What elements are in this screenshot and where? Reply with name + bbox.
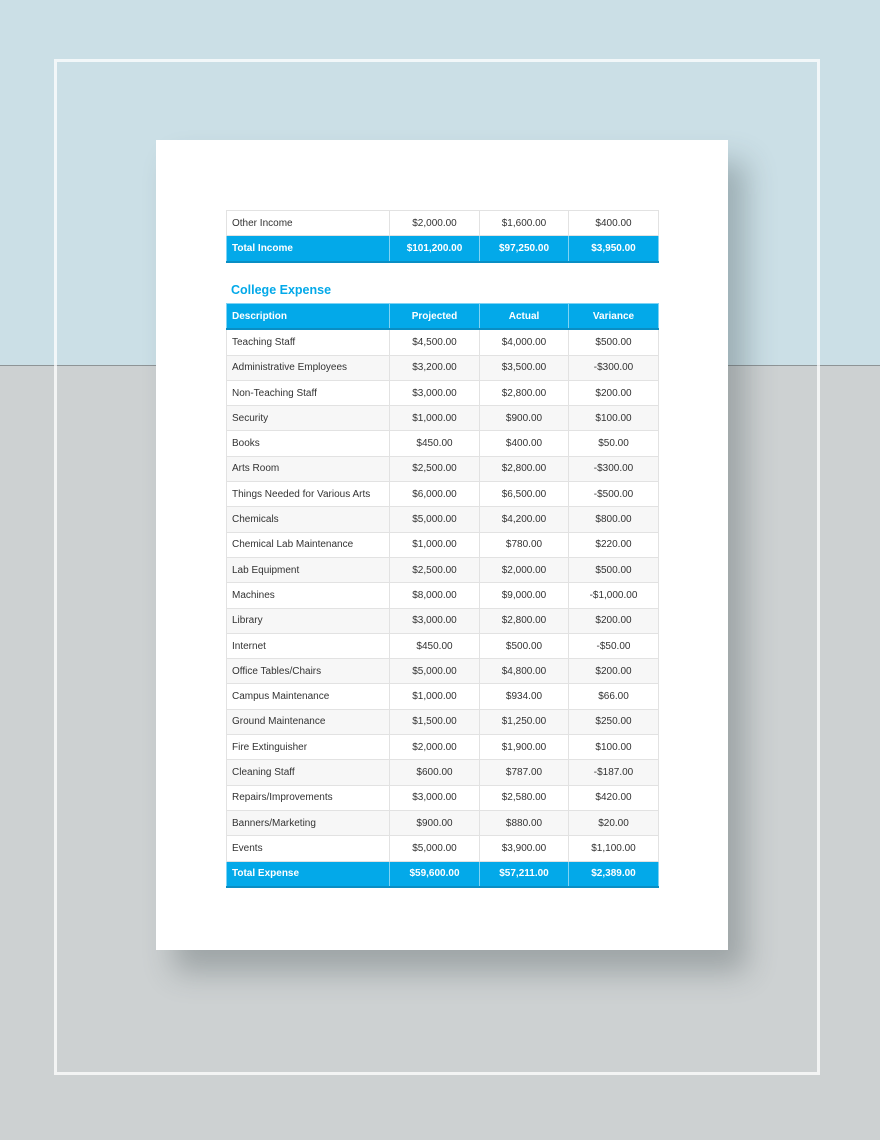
expense-projected-cell: $5,000.00 bbox=[390, 659, 480, 684]
total-income-variance: $3,950.00 bbox=[569, 236, 659, 262]
expense-actual-cell: $787.00 bbox=[480, 760, 569, 785]
total-expense-description-cell: Total Expense bbox=[227, 861, 390, 887]
expense-description-cell: Cleaning Staff bbox=[227, 760, 390, 785]
expense-actual-cell: $900.00 bbox=[480, 406, 569, 431]
expense-variance-cell: -$500.00 bbox=[569, 482, 659, 507]
table-row bbox=[227, 380, 659, 405]
income-table-body bbox=[227, 211, 659, 262]
expense-actual-cell: $3,900.00 bbox=[480, 836, 569, 861]
table-row bbox=[227, 507, 659, 532]
table-row bbox=[227, 735, 659, 760]
income-table bbox=[226, 210, 659, 263]
expense-projected-cell: $6,000.00 bbox=[390, 482, 480, 507]
column-header-description: Description bbox=[227, 304, 390, 330]
expense-projected-cell: $3,200.00 bbox=[390, 355, 480, 380]
income-variance-cell: $400.00 bbox=[569, 211, 659, 236]
expense-projected-cell: $5,000.00 bbox=[390, 836, 480, 861]
table-row bbox=[227, 456, 659, 481]
expense-table bbox=[226, 303, 659, 888]
expense-description-cell: Chemical Lab Maintenance bbox=[227, 532, 390, 557]
income-actual-cell: $1,600.00 bbox=[480, 211, 569, 236]
expense-projected-cell: $2,500.00 bbox=[390, 456, 480, 481]
expense-projected-cell: $1,500.00 bbox=[390, 709, 480, 734]
expense-projected-cell: $1,000.00 bbox=[390, 532, 480, 557]
expense-actual-cell: $3,500.00 bbox=[480, 355, 569, 380]
column-header-variance: Variance bbox=[569, 304, 659, 330]
expense-variance-cell: $20.00 bbox=[569, 810, 659, 835]
expense-variance-cell: $500.00 bbox=[569, 557, 659, 582]
expense-actual-cell: $2,580.00 bbox=[480, 785, 569, 810]
table-row bbox=[227, 532, 659, 557]
table-row bbox=[227, 684, 659, 709]
expense-actual-cell: $4,800.00 bbox=[480, 659, 569, 684]
column-header-actual: Actual bbox=[480, 304, 569, 330]
expense-variance-cell: -$300.00 bbox=[569, 456, 659, 481]
expense-description-cell: Machines bbox=[227, 583, 390, 608]
expense-variance-cell: $220.00 bbox=[569, 532, 659, 557]
expense-actual-cell: $2,800.00 bbox=[480, 380, 569, 405]
table-row bbox=[227, 836, 659, 861]
expense-projected-cell: $4,500.00 bbox=[390, 329, 480, 355]
expense-description-cell: Events bbox=[227, 836, 390, 861]
expense-description-cell: Teaching Staff bbox=[227, 329, 390, 355]
expense-actual-cell: $4,200.00 bbox=[480, 507, 569, 532]
expense-description-cell: Fire Extinguisher bbox=[227, 735, 390, 760]
expense-description-cell: Campus Maintenance bbox=[227, 684, 390, 709]
table-row bbox=[227, 583, 659, 608]
section-title-college-expense: College Expense bbox=[231, 283, 332, 297]
expense-projected-cell: $3,000.00 bbox=[390, 785, 480, 810]
total-expense-row bbox=[227, 861, 659, 887]
income-projected-cell: $2,000.00 bbox=[390, 211, 480, 236]
expense-table-body bbox=[227, 304, 659, 887]
expense-projected-cell: $2,000.00 bbox=[390, 735, 480, 760]
table-row bbox=[227, 557, 659, 582]
total-expense-variance-cell: $2,389.00 bbox=[569, 861, 659, 887]
expense-actual-cell: $500.00 bbox=[480, 633, 569, 658]
expense-variance-cell: $800.00 bbox=[569, 507, 659, 532]
expense-description-cell: Things Needed for Various Arts bbox=[227, 482, 390, 507]
table-row bbox=[227, 785, 659, 810]
expense-projected-cell: $600.00 bbox=[390, 760, 480, 785]
table-row bbox=[227, 659, 659, 684]
table-row bbox=[227, 431, 659, 456]
expense-projected-cell: $2,500.00 bbox=[390, 557, 480, 582]
expense-actual-cell: $780.00 bbox=[480, 532, 569, 557]
table-row bbox=[227, 482, 659, 507]
expense-actual-cell: $6,500.00 bbox=[480, 482, 569, 507]
expense-projected-cell: $3,000.00 bbox=[390, 380, 480, 405]
expense-variance-cell: $200.00 bbox=[569, 608, 659, 633]
expense-variance-cell: $200.00 bbox=[569, 380, 659, 405]
expense-variance-cell: $1,100.00 bbox=[569, 836, 659, 861]
expense-description-cell: Chemicals bbox=[227, 507, 390, 532]
expense-actual-cell: $2,800.00 bbox=[480, 608, 569, 633]
expense-variance-cell: $100.00 bbox=[569, 406, 659, 431]
expense-description-cell: Security bbox=[227, 406, 390, 431]
total-income-row bbox=[227, 236, 659, 262]
total-income-label: Total Income bbox=[227, 236, 390, 262]
expense-description-cell: Arts Room bbox=[227, 456, 390, 481]
expense-variance-cell: $100.00 bbox=[569, 735, 659, 760]
expense-projected-cell: $450.00 bbox=[390, 431, 480, 456]
expense-projected-cell: $1,000.00 bbox=[390, 684, 480, 709]
table-row bbox=[227, 406, 659, 431]
total-income-projected: $101,200.00 bbox=[390, 236, 480, 262]
expense-projected-cell: $900.00 bbox=[390, 810, 480, 835]
table-row bbox=[227, 608, 659, 633]
expense-variance-cell: -$50.00 bbox=[569, 633, 659, 658]
expense-variance-cell: $50.00 bbox=[569, 431, 659, 456]
expense-actual-cell: $9,000.00 bbox=[480, 583, 569, 608]
expense-actual-cell: $2,800.00 bbox=[480, 456, 569, 481]
expense-variance-cell: $250.00 bbox=[569, 709, 659, 734]
table-row bbox=[227, 810, 659, 835]
expense-actual-cell: $934.00 bbox=[480, 684, 569, 709]
expense-projected-cell: $1,000.00 bbox=[390, 406, 480, 431]
table-row bbox=[227, 709, 659, 734]
table-row bbox=[227, 355, 659, 380]
expense-projected-cell: $5,000.00 bbox=[390, 507, 480, 532]
expense-actual-cell: $1,900.00 bbox=[480, 735, 569, 760]
expense-actual-cell: $1,250.00 bbox=[480, 709, 569, 734]
table-row bbox=[227, 329, 659, 355]
total-expense-projected-cell: $59,600.00 bbox=[390, 861, 480, 887]
table-row bbox=[227, 211, 659, 236]
expense-actual-cell: $880.00 bbox=[480, 810, 569, 835]
expense-projected-cell: $450.00 bbox=[390, 633, 480, 658]
table-row bbox=[227, 760, 659, 785]
expense-description-cell: Lab Equipment bbox=[227, 557, 390, 582]
expense-actual-cell: $2,000.00 bbox=[480, 557, 569, 582]
expense-actual-cell: $4,000.00 bbox=[480, 329, 569, 355]
expense-projected-cell: $3,000.00 bbox=[390, 608, 480, 633]
expense-description-cell: Ground Maintenance bbox=[227, 709, 390, 734]
income-description-cell: Other Income bbox=[227, 211, 390, 236]
expense-variance-cell: -$187.00 bbox=[569, 760, 659, 785]
expense-description-cell: Non-Teaching Staff bbox=[227, 380, 390, 405]
expense-variance-cell: $420.00 bbox=[569, 785, 659, 810]
expense-projected-cell: $8,000.00 bbox=[390, 583, 480, 608]
expense-variance-cell: -$1,000.00 bbox=[569, 583, 659, 608]
expense-description-cell: Administrative Employees bbox=[227, 355, 390, 380]
document-page bbox=[156, 140, 728, 950]
expense-variance-cell: $200.00 bbox=[569, 659, 659, 684]
expense-description-cell: Banners/Marketing bbox=[227, 810, 390, 835]
expense-description-cell: Library bbox=[227, 608, 390, 633]
expense-description-cell: Books bbox=[227, 431, 390, 456]
expense-variance-cell: $66.00 bbox=[569, 684, 659, 709]
total-income-actual: $97,250.00 bbox=[480, 236, 569, 262]
column-header-projected: Projected bbox=[390, 304, 480, 330]
expense-variance-cell: $500.00 bbox=[569, 329, 659, 355]
expense-actual-cell: $400.00 bbox=[480, 431, 569, 456]
table-row bbox=[227, 633, 659, 658]
expense-table-wrapper bbox=[226, 303, 658, 888]
expense-description-cell: Internet bbox=[227, 633, 390, 658]
expense-description-cell: Office Tables/Chairs bbox=[227, 659, 390, 684]
expense-header-row bbox=[227, 304, 659, 330]
expense-description-cell: Repairs/Improvements bbox=[227, 785, 390, 810]
total-expense-actual-cell: $57,211.00 bbox=[480, 861, 569, 887]
income-table-wrapper bbox=[226, 210, 658, 263]
expense-variance-cell: -$300.00 bbox=[569, 355, 659, 380]
